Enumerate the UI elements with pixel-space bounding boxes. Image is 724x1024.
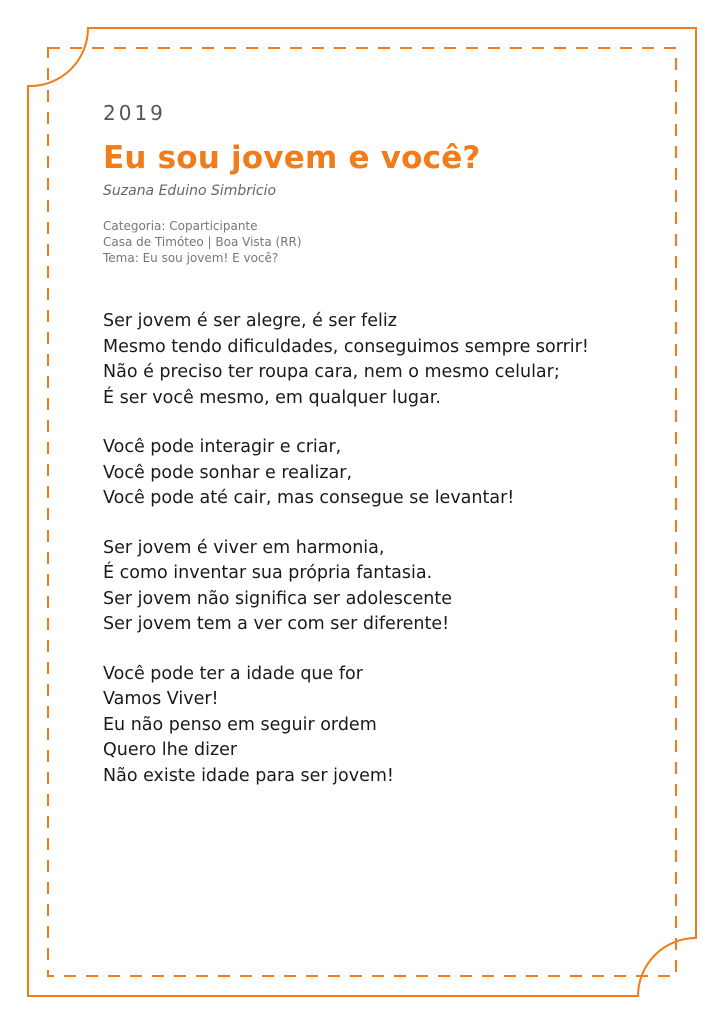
verse-line: Ser jovem tem a ver com ser diferente! [103,614,450,634]
year-label: 2019 [103,101,166,125]
verse-line: Quero lhe dizer [103,740,238,760]
stanza-3 [103,536,663,638]
poem-title: Eu sou jovem e você? [103,140,481,176]
verse-line: Vamos Viver! [103,689,219,709]
verse-line: Você pode ter a idade que for [103,663,363,684]
verse-line: É como inventar sua própria fantasia. [103,563,433,583]
theme-line: Tema: Eu sou jovem! E você? [103,251,279,265]
verse-line: Ser jovem é viver em harmonia, [103,537,385,558]
verse-line: Não existe idade para ser jovem! [103,765,394,786]
stanza-1 [103,309,663,411]
stanza-4 [103,662,663,790]
verse-line: Ser jovem é ser alegre, é ser feliz [103,311,397,331]
category-line: Categoria: Coparticipante [103,219,258,233]
institution-line: Casa de Timóteo | Boa Vista (RR) [103,235,302,249]
verse-line: É ser você mesmo, em qualquer lugar. [103,387,441,408]
verse-line: Mesmo tendo dificuldades, conseguimos sempre sorrir! [103,336,589,357]
poem-body [103,309,663,789]
stanza-2 [103,435,663,512]
verse-line: Você pode interagir e criar, [103,437,342,457]
verse-line: Não é preciso ter roupa cara, nem o mesmo celular; [103,362,560,382]
poem-metadata [103,218,663,266]
verse-line: Você pode sonhar e realizar, [103,462,353,483]
verse-line: Ser jovem não significa ser adolescente [103,588,453,609]
verse-line: Eu não penso em seguir ordem [103,714,377,735]
verse-line: Você pode até cair, mas consegue se levantar! [103,488,515,508]
author-name: Suzana Eduino Simbricio [103,183,277,199]
document-content [103,100,663,813]
